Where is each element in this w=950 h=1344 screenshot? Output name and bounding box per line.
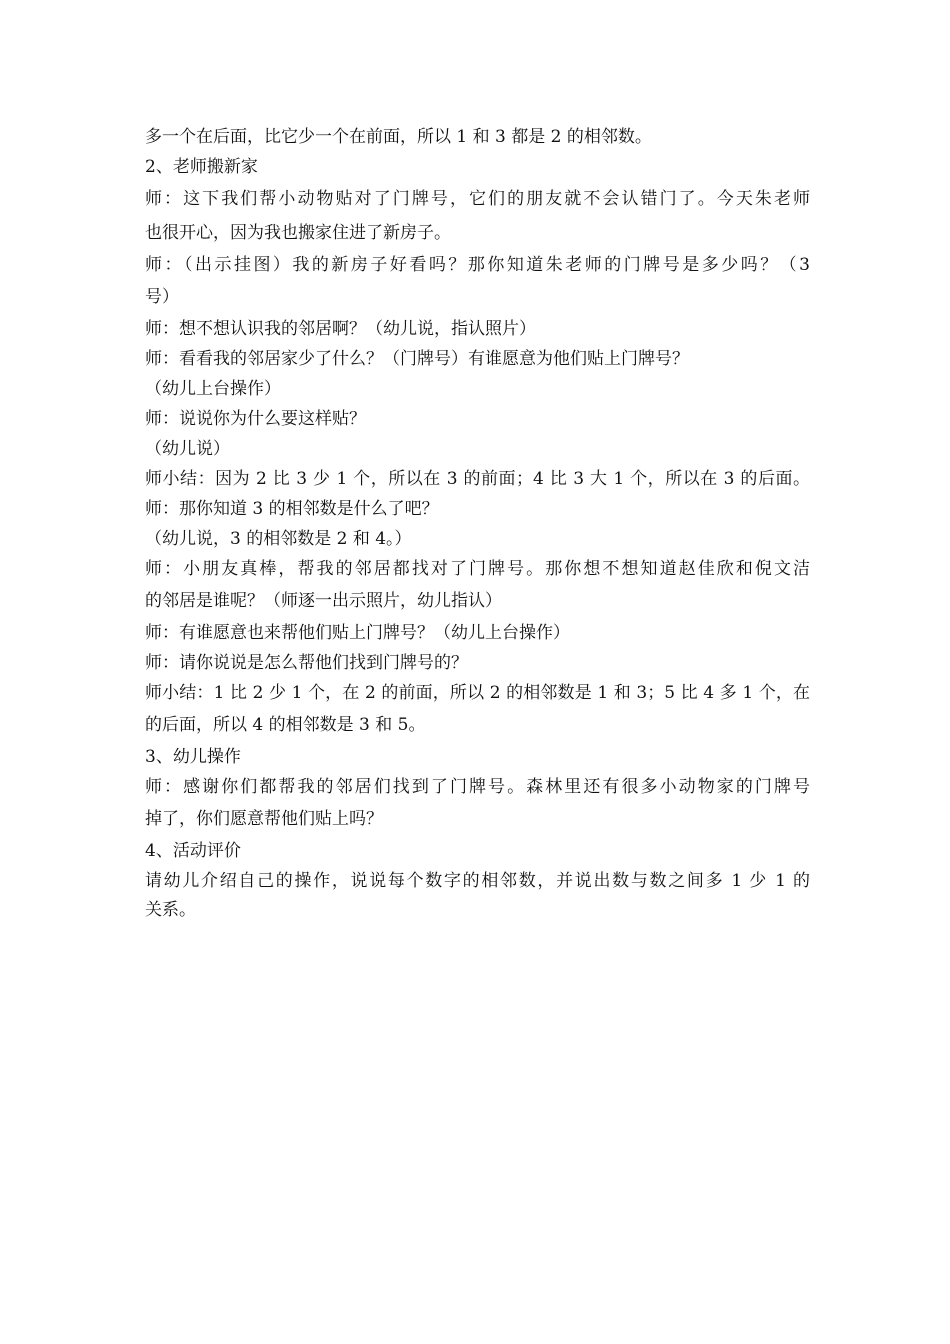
paragraph-line: 师：看看我的邻居家少了什么？（门牌号）有谁愿意为他们贴上门牌号？: [145, 349, 689, 369]
paragraph-line: 师小结：因为 2 比 3 少 1 个，所以在 3 的前面；4 比 3 大 1 个，所以在 3 的后面。: [145, 469, 810, 489]
paragraph-line: 掉了，你们愿意帮他们贴上吗？: [145, 809, 383, 829]
paragraph-line: 师：想不想认识我的邻居啊？（幼儿说，指认照片）: [145, 319, 536, 339]
paragraph-line: 师：小朋友真棒，帮我的邻居都找对了门牌号。那你想不想知道赵佳欣和倪文洁: [145, 559, 810, 579]
paragraph-line: 师：请你说说是怎么帮他们找到门牌号的？: [145, 653, 468, 673]
document-body: [145, 122, 810, 924]
section-heading: 3、幼儿操作: [145, 747, 241, 767]
paragraph-line: 师：那你知道 3 的相邻数是什么了吧？: [145, 499, 439, 519]
paragraph-line: 师小结：1 比 2 少 1 个，在 2 的前面，所以 2 的相邻数是 1 和 3；5 比 4 多 1 个，在: [145, 683, 810, 703]
paragraph-line: 也很开心，因为我也搬家住进了新房子。: [145, 223, 451, 243]
paragraph-line: 多一个在后面，比它少一个在前面，所以 1 和 3 都是 2 的相邻数。: [145, 127, 652, 147]
paragraph-line: （幼儿说）: [145, 439, 230, 459]
paragraph-line: 师：感谢你们都帮我的邻居们找到了门牌号。森林里还有很多小动物家的门牌号: [145, 777, 810, 797]
paragraph-line: （幼儿说，3 的相邻数是 2 和 4。）: [145, 529, 412, 549]
section-heading: 4、活动评价: [145, 841, 241, 861]
paragraph-line: 请幼儿介绍自己的操作，说说每个数字的相邻数，并说出数与数之间多 1 少 1 的: [145, 871, 810, 891]
paragraph-line: （幼儿上台操作）: [145, 379, 281, 399]
paragraph-line: 师：这下我们帮小动物贴对了门牌号，它们的朋友就不会认错门了。今天朱老师: [145, 189, 810, 209]
paragraph-line: 关系。: [145, 900, 196, 920]
paragraph-line: 的邻居是谁呢？（师逐一出示照片，幼儿指认）: [145, 591, 502, 611]
section-heading: 2、老师搬新家: [145, 157, 258, 177]
paragraph-line: 师：有谁愿意也来帮他们贴上门牌号？（幼儿上台操作）: [145, 623, 570, 643]
paragraph-line: 的后面，所以 4 的相邻数是 3 和 5。: [145, 715, 426, 735]
paragraph-line: 师：说说你为什么要这样贴？: [145, 409, 366, 429]
paragraph-line: 师：（出示挂图）我的新房子好看吗？那你知道朱老师的门牌号是多少吗？（3: [145, 255, 810, 275]
paragraph-line: 号）: [145, 287, 179, 307]
